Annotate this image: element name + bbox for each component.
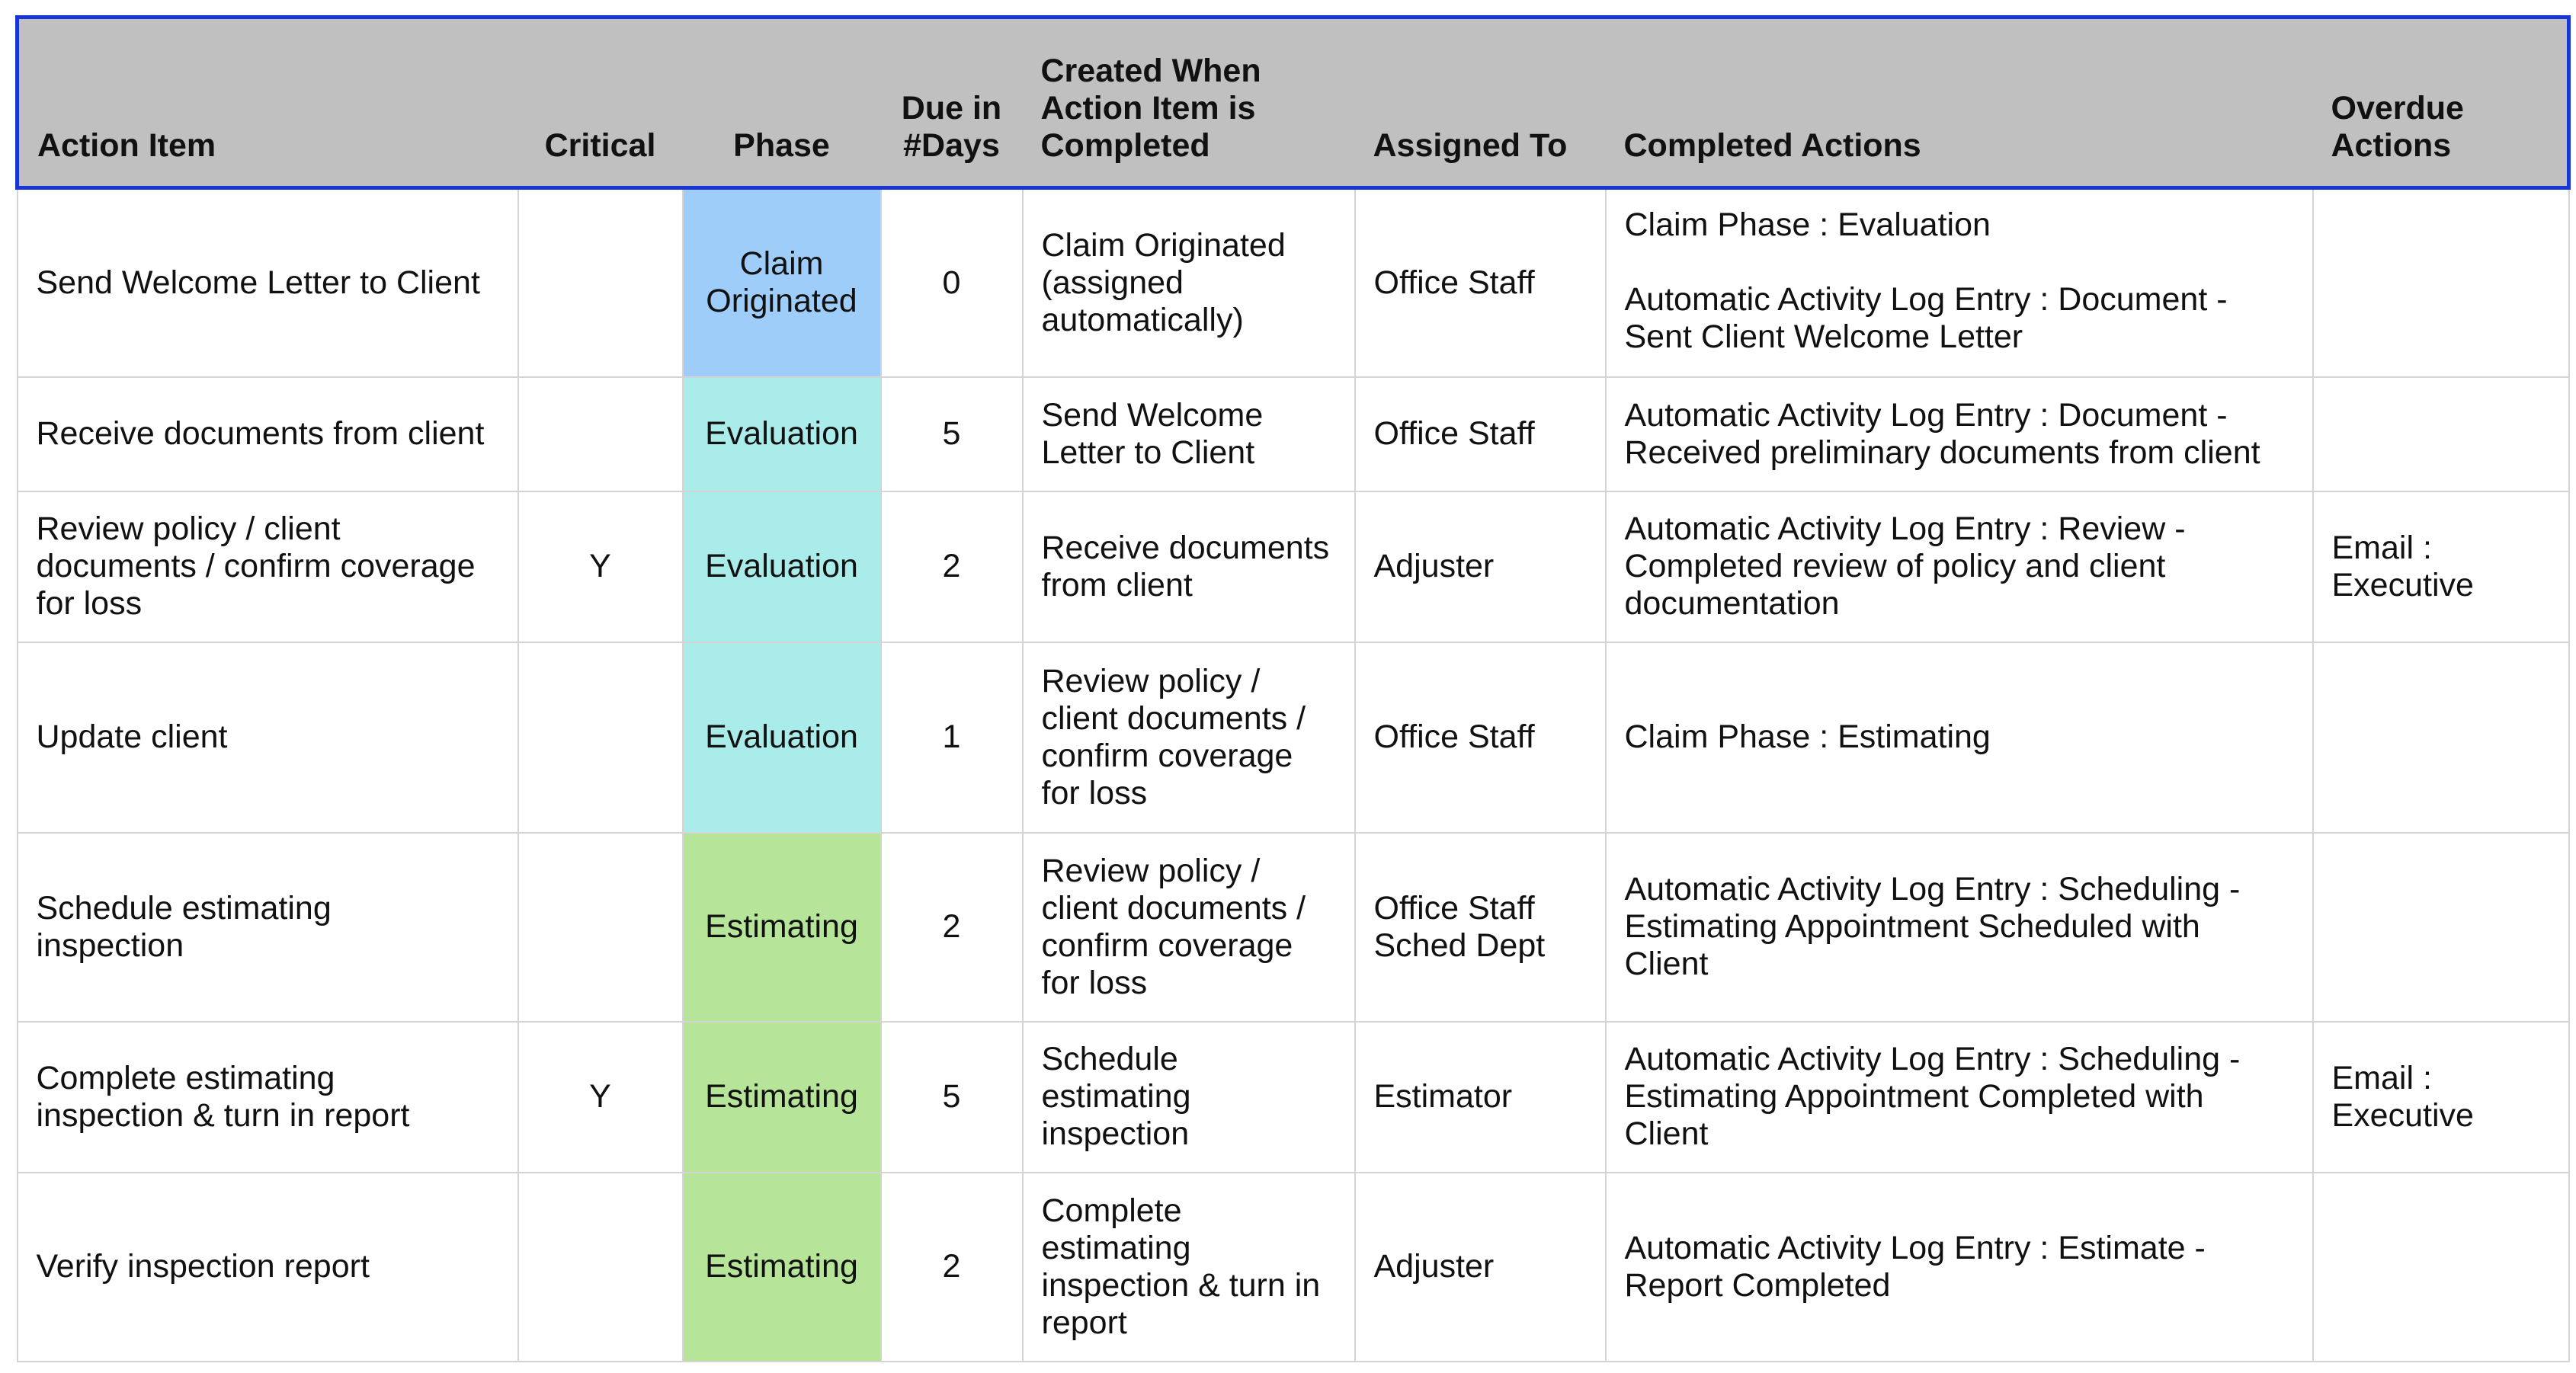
header-due-days — [881, 18, 1023, 188]
cell-assigned-to: Adjuster — [1355, 491, 1606, 642]
cell-assigned-to: Adjuster — [1355, 1173, 1606, 1362]
cell-assigned-to: Office Staff — [1355, 377, 1606, 491]
table-row — [18, 377, 2569, 491]
header-assigned-to: Assigned To — [1355, 18, 1606, 188]
header-action-item: Action Item — [18, 18, 518, 188]
cell-phase: Estimating — [683, 1022, 881, 1173]
cell-created-when: Review policy / client documents / confirm coverage for loss — [1023, 642, 1355, 833]
cell-action-item: Schedule estimating inspection — [18, 833, 518, 1022]
table-row — [18, 188, 2569, 377]
cell-created-when: Complete estimating inspection & turn in report — [1023, 1173, 1355, 1362]
cell-assigned-to: Office Staff — [1355, 642, 1606, 833]
cell-due-days: 0 — [881, 188, 1023, 377]
header-critical: Critical — [518, 18, 683, 188]
cell-due-days: 2 — [881, 1173, 1023, 1362]
cell-completed-actions: Automatic Activity Log Entry : Review - Completed review of policy and client documentation — [1606, 491, 2313, 642]
cell-critical — [518, 833, 683, 1022]
cell-phase: Claim Originated — [683, 188, 881, 377]
table-row — [18, 491, 2569, 642]
cell-action-item: Receive documents from client — [18, 377, 518, 491]
cell-critical: Y — [518, 491, 683, 642]
cell-action-item: Verify inspection report — [18, 1173, 518, 1362]
header-created-when-text: Created When Action Item is Completed — [1040, 53, 1261, 164]
cell-assigned-to: Estimator — [1355, 1022, 1606, 1173]
table-row — [18, 1173, 2569, 1362]
cell-overdue-actions — [2313, 642, 2569, 833]
cell-created-when: Receive documents from client — [1023, 491, 1355, 642]
header-completed-actions: Completed Actions — [1606, 18, 2313, 188]
header-phase: Phase — [683, 18, 881, 188]
cell-due-days: 2 — [881, 833, 1023, 1022]
cell-overdue-actions — [2313, 188, 2569, 377]
cell-phase: Estimating — [683, 1173, 881, 1362]
cell-action-item: Complete estimating inspection & turn in report — [18, 1022, 518, 1173]
cell-overdue-actions — [2313, 833, 2569, 1022]
cell-phase: Evaluation — [683, 642, 881, 833]
header-due-days-text: Due in #Days — [901, 90, 1002, 164]
cell-completed-actions: Automatic Activity Log Entry : Document - Received preliminary documents from client — [1606, 377, 2313, 491]
cell-critical — [518, 1173, 683, 1362]
cell-completed-actions: Claim Phase : Estimating — [1606, 642, 2313, 833]
cell-completed-actions: Automatic Activity Log Entry : Scheduling - Estimating Appointment Scheduled with Client — [1606, 833, 2313, 1022]
table-row — [18, 642, 2569, 833]
cell-overdue-actions — [2313, 1173, 2569, 1362]
cell-phase: Evaluation — [683, 377, 881, 491]
cell-critical — [518, 642, 683, 833]
cell-overdue-actions: Email : Executive — [2313, 1022, 2569, 1173]
cell-completed-actions: Automatic Activity Log Entry : Estimate - Report Completed — [1606, 1173, 2313, 1362]
cell-due-days: 1 — [881, 642, 1023, 833]
cell-completed-actions: Claim Phase : Evaluation Automatic Activity Log Entry : Document - Sent Client Welcome Letter — [1606, 188, 2313, 377]
header-overdue-actions — [2313, 18, 2569, 188]
cell-critical — [518, 377, 683, 491]
cell-created-when: Review policy / client documents / confirm coverage for loss — [1023, 833, 1355, 1022]
header-created-when — [1023, 18, 1355, 188]
cell-overdue-actions: Email : Executive — [2313, 491, 2569, 642]
header-row — [18, 18, 2569, 188]
table-body — [18, 188, 2569, 1362]
action-items-table — [15, 15, 2571, 1362]
table-row — [18, 833, 2569, 1022]
cell-due-days: 5 — [881, 1022, 1023, 1173]
cell-created-when: Claim Originated (assigned automatically) — [1023, 188, 1355, 377]
header-overdue-actions-text: Overdue Actions — [2331, 90, 2464, 164]
cell-created-when: Send Welcome Letter to Client — [1023, 377, 1355, 491]
cell-phase: Evaluation — [683, 491, 881, 642]
cell-due-days: 2 — [881, 491, 1023, 642]
table-header — [18, 18, 2569, 188]
cell-critical — [518, 188, 683, 377]
cell-action-item: Update client — [18, 642, 518, 833]
cell-action-item: Review policy / client documents / confirm coverage for loss — [18, 491, 518, 642]
cell-created-when: Schedule estimating inspection — [1023, 1022, 1355, 1173]
cell-completed-actions: Automatic Activity Log Entry : Scheduling - Estimating Appointment Completed with Client — [1606, 1022, 2313, 1173]
cell-phase: Estimating — [683, 833, 881, 1022]
table-row — [18, 1022, 2569, 1173]
cell-critical: Y — [518, 1022, 683, 1173]
cell-assigned-to: Office Staff — [1355, 188, 1606, 377]
cell-assigned-to: Office Staff Sched Dept — [1355, 833, 1606, 1022]
cell-action-item: Send Welcome Letter to Client — [18, 188, 518, 377]
cell-due-days: 5 — [881, 377, 1023, 491]
cell-overdue-actions — [2313, 377, 2569, 491]
